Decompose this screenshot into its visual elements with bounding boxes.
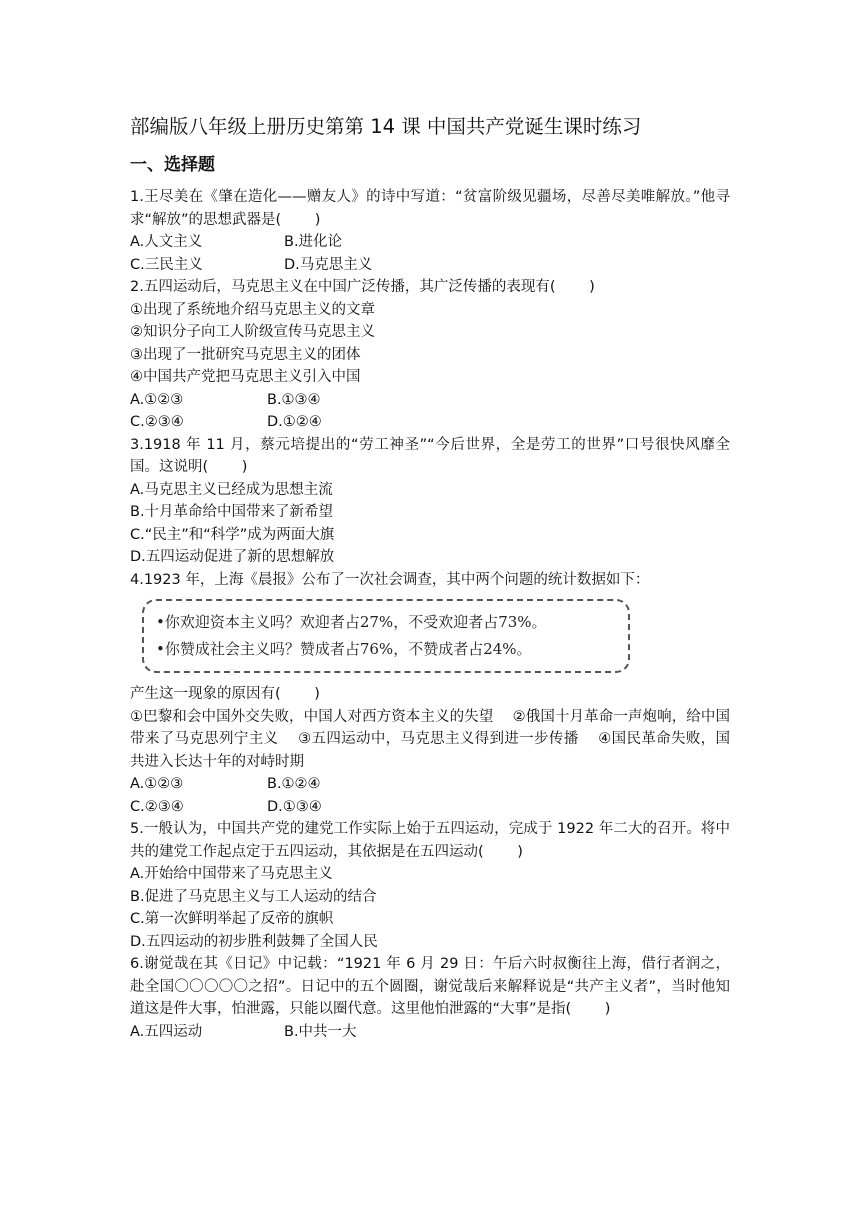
option-d: D.①②④ (267, 414, 322, 430)
option-a: A.五四运动 (130, 1023, 203, 1040)
option-a: A.①②③ (130, 391, 184, 408)
question-1-options-row-2 (130, 254, 730, 277)
option-a: A.①②③ (130, 776, 184, 792)
option-b: B.促进了马克思主义与工人运动的结合 (130, 888, 377, 905)
question-2-options-row-1 (130, 389, 730, 412)
section-title: 一、选择题 (130, 155, 215, 175)
question-4 (130, 569, 730, 819)
question-3 (130, 434, 730, 569)
option-c: C.“民主”和“科学”成为两面大旗 (130, 526, 335, 543)
question-1-text: 1.王尽美在《肇在造化——赠友人》的诗中写道：“贫富阶级见疆场，尽善尽美唯解放。”他寻求“解放”的思想武器是( ) (130, 189, 730, 228)
option-a: A.开始给中国带来了马克思主义 (130, 866, 333, 882)
option-a: A.人文主义 (130, 234, 203, 250)
question-6-options-row-1 (130, 1021, 730, 1044)
question-1 (130, 186, 730, 276)
document-title: 部编版八年级上册历史第第 14 课 中国共产党诞生课时练习 (130, 115, 642, 138)
question-4-prompt: 产生这一现象的原因有( ) (130, 686, 320, 702)
option-d: D.马克思主义 (284, 256, 373, 273)
option-c: C.②③④ (130, 414, 184, 430)
question-5 (130, 818, 730, 953)
option-c: C.第一次鲜明举起了反帝的旗帜 (130, 911, 334, 927)
survey-line-1: •你欢迎资本主义吗？欢迎者占27%，不受欢迎者占73%。 (156, 613, 547, 631)
question-4-text: 4.1923 年，上海《晨报》公布了一次社会调查，其中两个问题的统计数据如下： (130, 571, 650, 588)
question-4-items: ①巴黎和会中国外交失败，中国人对西方资本主义的失望 ②俄国十月革命一声炮响，给中国带来了马克思列宁主义 ③五四运动中，马克思主义得到进一步传播 ④国民革命失败，国共进入长达十年的对峙时期 (130, 708, 730, 770)
question-2-item-1: ①出现了系统地介绍马克思主义的文章 (130, 301, 375, 318)
question-4-options-row-2 (130, 796, 730, 819)
question-2 (130, 276, 730, 434)
option-b: B.中共一大 (284, 1023, 357, 1040)
option-b: B.进化论 (284, 234, 343, 250)
question-2-options-row-2 (130, 411, 730, 434)
option-c: C.三民主义 (130, 256, 203, 273)
question-4-options-row-1 (130, 773, 730, 796)
question-5-text: 5.一般认为，中国共产党的建党工作实际上始于五四运动，完成于 1922 年二大的召开。将中共的建党工作起点定于五四运动，其依据是在五四运动( ) (130, 821, 730, 860)
option-b: B.十月革命给中国带来了新希望 (130, 504, 334, 520)
option-d: D.五四运动促进了新的思想解放 (130, 549, 335, 565)
question-2-item-4: ④中国共产党把马克思主义引入中国 (130, 369, 361, 385)
question-3-text: 3.1918 年 11 月，蔡元培提出的“劳工神圣”“今后世界，全是劳工的世界”口号很快风靡全国。这说明( ) (130, 436, 730, 475)
question-2-item-3: ③出现了一批研究马克思主义的团体 (130, 346, 361, 363)
document-page (130, 112, 730, 1043)
question-6 (130, 953, 730, 1043)
option-a: A.马克思主义已经成为思想主流 (130, 481, 333, 498)
question-2-text: 2.五四运动后，马克思主义在中国广泛传播，其广泛传播的表现有( ) (130, 279, 595, 295)
question-2-item-2: ②知识分子向工人阶级宣传马克思主义 (130, 324, 375, 340)
question-6-text: 6.谢觉哉在其《日记》中记载：“1921 年 6 月 29 日：午后六时叔衡往上海，借行者润之，赴全国〇〇〇〇〇之招”。日记中的五个圆圈，谢觉哉后来解释说是“共产主义者”，当时他知道这是件大事，怕泄露，只能以圈代意。这里他怕泄露的“大事”是指( ) (130, 956, 730, 1017)
question-1-options-row-1 (130, 231, 730, 254)
option-d: D.①③④ (267, 798, 322, 815)
option-b: B.①③④ (267, 391, 321, 408)
option-c: C.②③④ (130, 798, 184, 815)
survey-data-box (142, 599, 630, 673)
option-b: B.①②④ (267, 776, 321, 792)
option-d: D.五四运动的初步胜利鼓舞了全国人民 (130, 933, 378, 950)
survey-line-2: •你赞成社会主义吗？赞成者占76%，不赞成者占24%。 (156, 640, 532, 658)
